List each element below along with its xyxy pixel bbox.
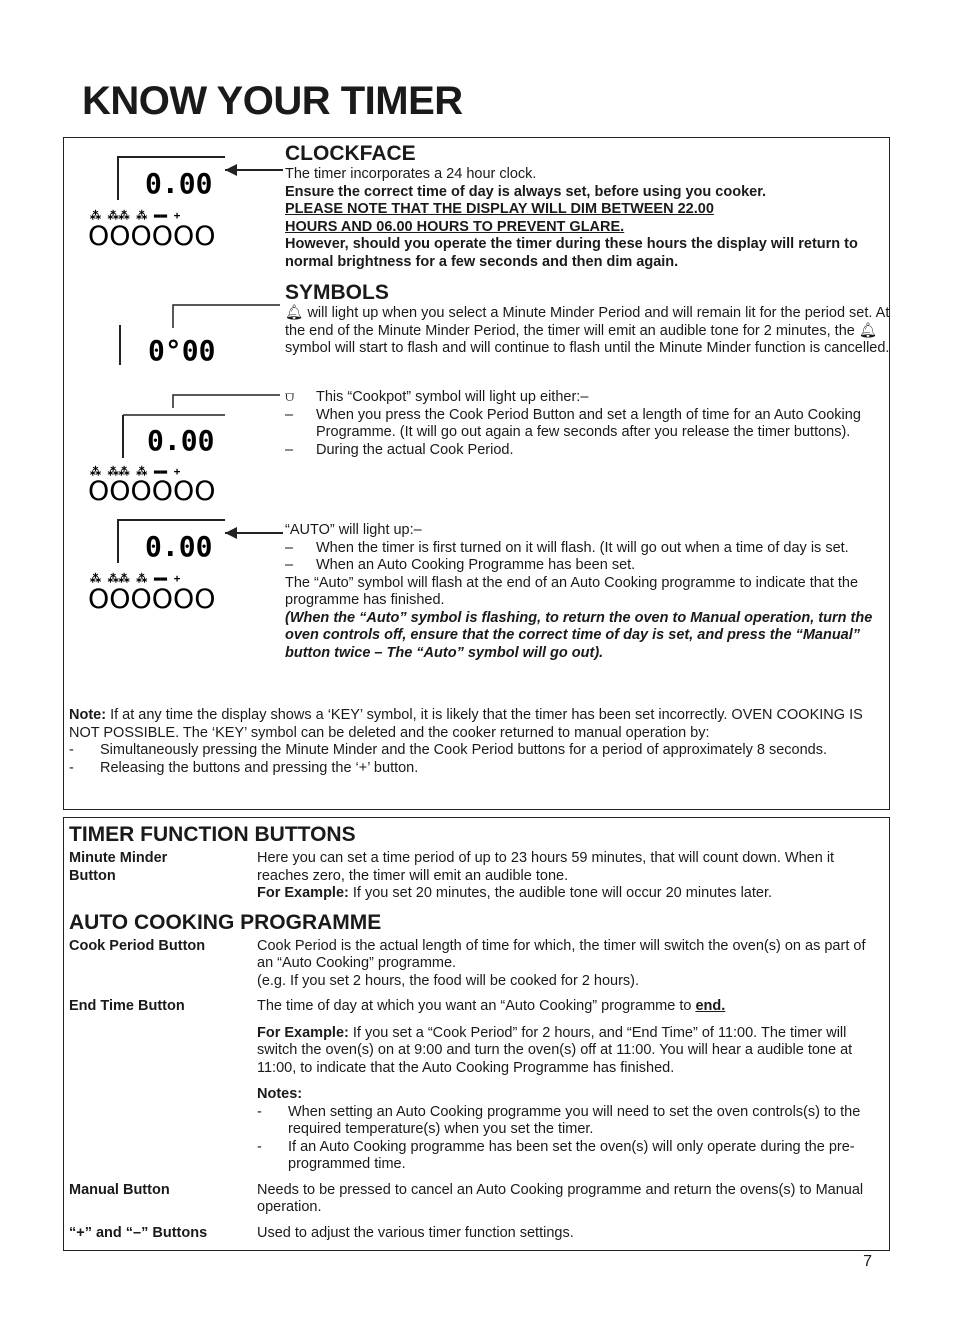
button-circles: OOOOOO [88, 476, 216, 505]
key-symbols: ⁂ ⁂⁂ ⁂ ▬▬ + [90, 209, 181, 222]
cookpot-icon: ⩌ [285, 389, 295, 405]
plus-minus-row: “+” and “–” Buttons Used to adjust the various timer function settings. [69, 1224, 574, 1241]
buttons-section [69, 823, 881, 1242]
clockface-heading: CLOCKFACE [285, 142, 416, 165]
key-symbols: ⁂ ⁂⁂ ⁂ ▬▬ + [90, 572, 181, 585]
timer-display-2 [115, 300, 285, 370]
bell-description: 🔔︎ will light up when you select a Minute Minder Period and will remain lit for the period set. At the end of the Minute Minder Period, the timer will emit an audible tone for 2 minutes, the 🔔︎ symbol will start to flash and will continue to flash until the Minute Minder function is cancelled. [285, 305, 890, 356]
minute-minder-key: Minute Minder Button [69, 850, 168, 884]
list-item: – When you press the Cook Period Button and set a length of time for an Auto Cooking Programme. (It will go out again a few seconds after you release the timer buttons). [285, 406, 861, 440]
list-item: - If an Auto Cooking programme has been set the oven(s) will only operate during the pre-programmed time. [257, 1138, 855, 1172]
list-item: - Simultaneously pressing the Minute Minder and the Cook Period buttons for a period of approximately 8 seconds. [69, 742, 828, 758]
auto-symbol-section [285, 522, 890, 662]
note-section [69, 707, 879, 777]
list-item: – During the actual Cook Period. [285, 441, 514, 458]
clockface-section [285, 142, 885, 271]
page-number: 7 [863, 1253, 872, 1270]
key-symbols: ⁂ ⁂⁂ ⁂ ▬▬ + [90, 465, 181, 478]
end-time-row: End Time Button The time of day at which you want an “Auto Cooking” programme to end. For Example: If you set a “Cook Period” for 2 hours, and “End Time” of 11:00. The timer will switch the oven(s) on at 9:00 and turn the oven(s) off at 11:00. You will hear a audible tone at 11:00, to indicate that the Auto Cooking Programme has finished. Notes: - When setting an Auto Cooking programme you will need to set the oven controls(s) to the required temperature(s) when you set the timer. - If an Auto Cooking programme has been set the oven(s) will only operate during the pre-programmed time. [69, 998, 881, 1174]
clockface-line4: However, should you operate the timer during these hours the display will return to normal brightness for a few seconds and then dim again. [285, 236, 858, 270]
auto-italic: (When the “Auto” symbol is flashing, to return the oven to Manual operation, turn the oven controls off, ensure that the correct time of day is set, and press the “Manual” button twice – The “Auto” symbol will go out). [285, 609, 873, 661]
cook-period-row: Cook Period Button Cook Period is the actual length of time for which, the timer will switch the oven(s) on as part of an “Auto Cooking” programme. (e.g. If you set 2 hours, the food will be cooked for 2 hours). [69, 937, 866, 989]
page-title: KNOW YOUR TIMER [82, 79, 463, 123]
note-label: Note: [69, 707, 107, 723]
bell-icon: 🔔︎ [285, 305, 304, 321]
auto-flash: The “Auto” symbol will flash at the end of an Auto Cooking programme to indicate that the programme has finished. [285, 574, 859, 608]
buttons-heading: TIMER FUNCTION BUTTONS [69, 823, 356, 846]
list-item: – When an Auto Cooking Programme has been set. [285, 557, 636, 573]
symbols-heading: SYMBOLS [285, 281, 389, 304]
cookpot-section [285, 389, 885, 459]
auto-intro: “AUTO” will light up:– [285, 522, 422, 538]
clockface-line2: Ensure the correct time of day is always set, before using you cooker. [285, 183, 767, 200]
minute-minder-row: Minute Minder Button Here you can set a time period of up to 23 hours 59 minutes, that will count down. When it reaches zero, the timer will emit an audible tone. For Example: If you set 20 minutes, the audible tone will occur 20 minutes later. [69, 850, 835, 901]
button-circles: OOOOOO [88, 584, 216, 613]
note-text: If at any time the display shows a ‘KEY’ symbol, it is likely that the timer has been set incorrectly. OVEN COOKING IS NOT POSSIBLE. The ‘KEY’ symbol can be deleted and the cooker returned to manual operation by: [69, 707, 863, 741]
list-item: - Releasing the buttons and pressing the ‘+’ button. [69, 759, 419, 776]
display-digits: 0.00 [147, 424, 215, 457]
button-circles: OOOOOO [88, 221, 216, 250]
clockface-line1: The timer incorporates a 24 hour clock. [285, 166, 537, 182]
auto-heading: AUTO COOKING PROGRAMME [69, 910, 382, 934]
symbols-section [285, 281, 890, 358]
manual-row: Manual Button Needs to be pressed to cancel an Auto Cooking programme and return the ovens(s) to Manual operation. [69, 1181, 864, 1215]
timer-display-3 [85, 390, 285, 505]
clockface-line3a: PLEASE NOTE THAT THE DISPLAY WILL DIM BETWEEN 22.00 [285, 201, 714, 217]
display-digits: 0°00 [148, 334, 216, 367]
bell-icon: 🔔︎ [858, 322, 878, 339]
clockface-line3b: HOURS AND 06.00 HOURS TO PREVENT GLARE. [285, 218, 625, 235]
timer-display-1 [85, 155, 285, 250]
list-item: - When setting an Auto Cooking programme you will need to set the oven controls(s) to the required temperature(s) when you set the timer. [257, 1103, 861, 1137]
list-item: – When the timer is first turned on it will flash. (It will go out when a time of day is set. [285, 539, 849, 556]
display-digits: 0.00 [145, 530, 213, 563]
display-digits: 0.00 [145, 167, 213, 200]
cookpot-intro: ⩌ This “Cookpot” symbol will light up either:– [285, 389, 589, 405]
timer-display-4 [85, 518, 285, 613]
